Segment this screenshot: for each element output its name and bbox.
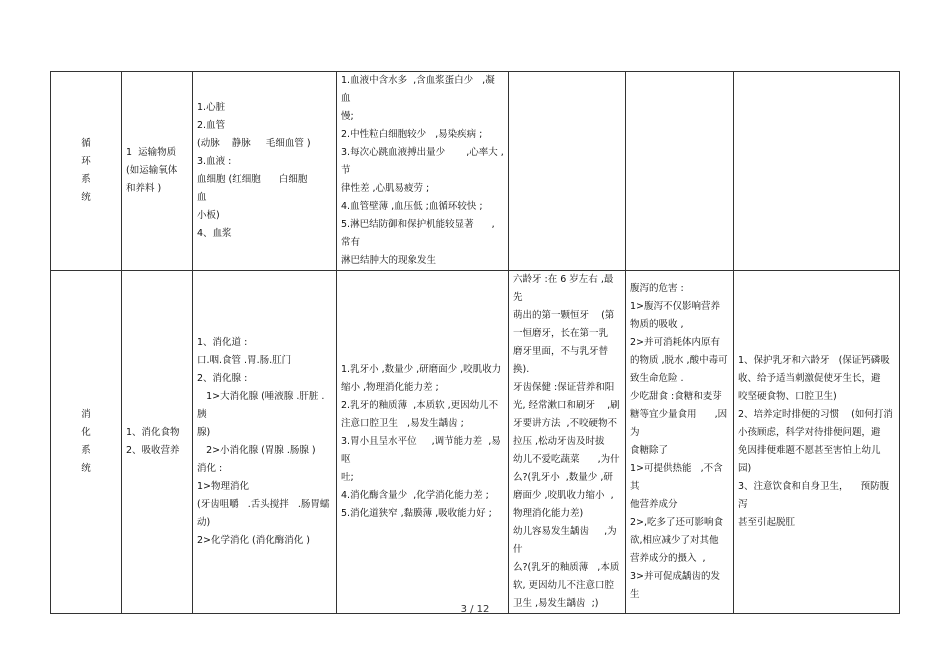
cell-text-line: 小孩顾虑，科学对待排便问题，避 [738, 427, 881, 438]
cell-text-line: 3、注意饮食和自身卫生， 预防腹泻 [738, 481, 890, 510]
cell-text-line: 2.乳牙的釉质薄 ,本质软 ,更因幼儿不 [341, 400, 499, 411]
cell-text-line: 欲,相应减少了对其他 [630, 535, 719, 546]
care-measures-cell [734, 271, 900, 614]
cell-text-line: 生 [630, 589, 640, 600]
cell-text-line: 1、消化食物 [126, 427, 180, 438]
cell-text-line: 系 [81, 174, 91, 185]
cell-text-line: 拉压 ,松动牙齿及时拔 [513, 436, 605, 447]
cell-text-line: 系 [81, 445, 91, 456]
function-cell [122, 271, 193, 614]
cell-text-line: 慢; [341, 111, 354, 122]
cell-text-line: 牙齿保健 :保证营养和阳 [513, 382, 615, 393]
cell-text-line: 萌出的第一颗恒牙 (第 [513, 310, 615, 321]
cell-text-line: 消化 : [197, 463, 223, 474]
cell-text-line: 2、培养定时排便的习惯 (如何打消 [738, 409, 893, 420]
features-cell [337, 271, 509, 614]
cell-text-line: (动脉 静脉 毛细血管 ) [197, 138, 311, 149]
care-measures-cell [734, 72, 900, 271]
cell-text-line: 1>腹泻不仅影响营养 [630, 301, 721, 312]
cell-text-line: 2、消化腺 : [197, 373, 248, 384]
hazards-cell [626, 72, 734, 271]
cell-text-line: 换). [513, 364, 530, 375]
cell-text-line: (如运输氧体 [126, 165, 178, 176]
cell-text-line: 5.淋巴结防御和保护机能较显著 ,常有 [341, 219, 495, 248]
cell-text-line: (牙齿咀嚼 .舌头搅拌 .肠胃蠕 [197, 499, 330, 510]
cell-text-line: 腺) [197, 427, 211, 438]
cell-text-line: 3.胃小且呈水平位 ,调节能力差 ,易呕 [341, 436, 501, 465]
cell-text-line: 1>物理消化 [197, 481, 250, 492]
cell-text-line: 1 运输物质 [126, 147, 177, 158]
cell-text-line: 1>大消化腺 (唾液腺 .肝脏 .胰 [197, 391, 325, 420]
cell-text-line: 和养料 ) [126, 183, 162, 194]
cell-text-line: 3.每次心跳血液搏出量少 ,心率大 ,节 [341, 147, 504, 176]
notes-cell [509, 271, 626, 614]
cell-text-line: 吐; [341, 472, 354, 483]
cell-text-line: 食糖除了 [630, 445, 669, 456]
cell-text-line: 环 [81, 156, 91, 167]
cell-text-line: 4.消化酶含量少 ,化学消化能力差 ; [341, 490, 489, 501]
cell-text-line: 口.咽.食管 .胃.肠.肛门 [197, 355, 292, 366]
cell-text-line: 致生命危险 . [630, 373, 684, 384]
cell-text-line: 甚至引起脱肛 [738, 517, 796, 528]
cell-text-line: 4.血管壁薄 ,血压低 ;血循环较快 ; [341, 201, 483, 212]
cell-text-line: 少吃甜食 :食糖和麦芽 [630, 391, 722, 402]
organs-cell [193, 72, 337, 271]
cell-text-line: 5.消化道狭窄 ,黏膜薄 ,吸收能力好 ; [341, 508, 492, 519]
table-row [51, 271, 900, 614]
care-table [50, 71, 900, 614]
cell-text-line: 律性差 ,心肌易疲劳 ; [341, 183, 430, 194]
cell-text-line: 2.中性粒白细胞较少 ,易染疾病 ; [341, 129, 483, 140]
cell-text-line: 物质的吸收 , [630, 319, 684, 330]
cell-text-line: 3>并可促成龋齿的发 [630, 571, 721, 582]
cell-text-line: 缩小 ,物理消化能力差 ; [341, 382, 439, 393]
cell-text-line: 血细胞 (红细胞 白细胞 血 [197, 174, 326, 203]
cell-text-line: 他营养成分 [630, 499, 678, 510]
cell-text-line: 牙要讲方法 ,不咬硬物不 [513, 418, 618, 429]
cell-text-line: 营养成分的摄入 , [630, 553, 706, 564]
cell-text-line: 消 [81, 409, 91, 420]
cell-text-line: 2、吸收营养 [126, 445, 180, 456]
cell-text-line: 腹泻的危害 : [630, 283, 684, 294]
cell-text-line: 化 [81, 427, 91, 438]
cell-text-line: 物理消化能力差) [513, 508, 584, 519]
cell-text-line: 光, 经常漱口和刷牙 ,刷 [513, 400, 620, 411]
cell-text-line: 2>,吃多了还可影响食 [630, 517, 724, 528]
cell-text-line: 卫生 ,易发生龋齿 ;) [513, 598, 599, 609]
cell-text-line: 园) [738, 463, 752, 474]
cell-text-line: 么?(乳牙小 ,数量少 ,研 [513, 472, 613, 483]
cell-text-line: 么?(乳牙的釉质薄 ,本质 [513, 562, 620, 573]
cell-text-line: 1、消化道 : [197, 337, 248, 348]
cell-text-line: 2>化学消化 (消化酶消化 ) [197, 535, 310, 546]
cell-text-line: 糖等宜少量食用 ,因为 [630, 409, 728, 438]
cell-text-line: 幼儿不爱吃蔬菜 ,为什 [513, 454, 620, 465]
cell-text-line: 淋巴结肿大的现象发生 [341, 255, 437, 266]
cell-text-line: 1.心脏 [197, 102, 226, 113]
cell-text-line: 1、保护乳牙和六龄牙 (保证钙磷吸 [738, 355, 890, 366]
cell-text-line: 的物质 ,脱水 ,酸中毒可 [630, 355, 728, 366]
cell-text-line: 幼儿容易发生龋齿 ,为什 [513, 526, 617, 555]
cell-text-line: 动) [197, 517, 211, 528]
cell-text-line: 4、血浆 [197, 228, 232, 239]
cell-text-line: 六龄牙 :在 6 岁左右 ,最先 [513, 274, 614, 303]
cell-text-line: 1.乳牙小 ,数量少 ,研磨面少 ,咬肌收力 [341, 364, 502, 375]
cell-text-line: 2.血管 [197, 120, 226, 131]
system-name-cell [51, 72, 122, 271]
cell-text-line: 磨面少 ,咬肌收力缩小 , [513, 490, 614, 501]
cell-text-line: 一恒磨牙，长在第一乳 [513, 328, 609, 339]
features-cell [337, 72, 509, 271]
cell-text-line: 统 [81, 463, 91, 474]
cell-text-line: 3.血液 : [197, 156, 232, 167]
organs-cell [193, 271, 337, 614]
cell-text-line: 注意口腔卫生 ,易发生龋齿 ; [341, 418, 464, 429]
cell-text-line: 2>小消化腺 (胃腺 .肠腺 ) [197, 445, 316, 456]
cell-text-line: 统 [81, 192, 91, 203]
cell-text-line: 1>可提供热能 ,不含其 [630, 463, 723, 492]
hazards-cell [626, 271, 734, 614]
notes-cell [509, 72, 626, 271]
cell-text-line: 免因排便难题不愿甚至害怕上幼儿 [738, 445, 881, 456]
page-number: 3 / 12 [460, 604, 490, 615]
table-row [51, 72, 900, 271]
system-name-cell [51, 271, 122, 614]
cell-text-line: 软, 更因幼儿不注意口腔 [513, 580, 615, 591]
cell-text-line: 2>并可消耗体内原有 [630, 337, 721, 348]
cell-text-line: 小板) [197, 210, 220, 221]
cell-text-line: 1.血液中含水多 ,含血浆蛋白少 ,凝血 [341, 75, 495, 104]
cell-text-line: 咬坚硬食物、口腔卫生) [738, 391, 837, 402]
function-cell [122, 72, 193, 271]
cell-text-line: 收、给予适当刺激促使牙生长，避 [738, 373, 881, 384]
cell-text-line: 循 [81, 138, 91, 149]
cell-text-line: 磨牙里面，不与乳牙替 [513, 346, 609, 357]
